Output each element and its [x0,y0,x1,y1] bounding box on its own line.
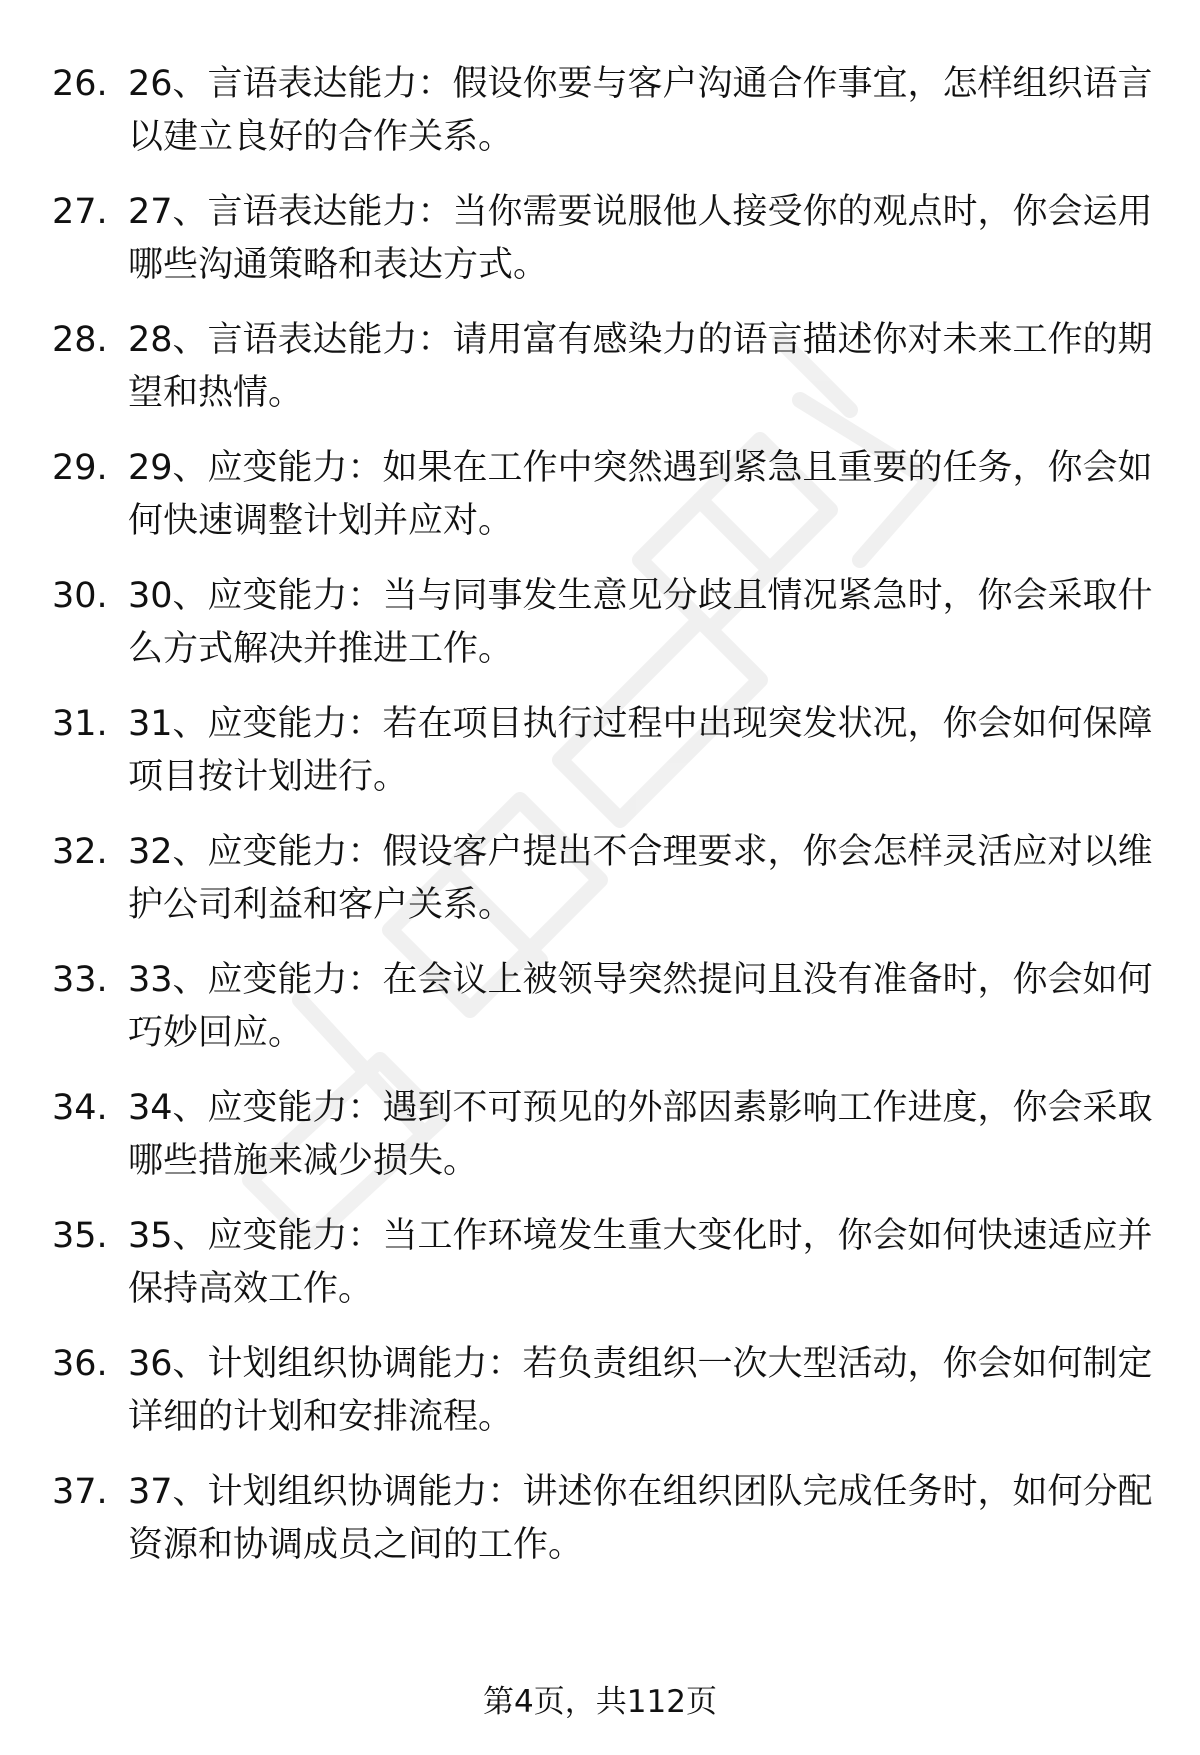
page-footer: 第4页，共112页 [483,1684,717,1720]
item-number: 36. [52,1344,108,1384]
list-item [52,1210,1162,1316]
item-number: 32. [52,832,108,872]
item-number: 28. [52,320,108,360]
list-item [52,314,1162,420]
list-item [52,698,1162,804]
item-text: 30、应变能力：当与同事发生意见分歧且情况紧急时，你会采取什么方式解决并推进工作。 [128,576,1153,669]
item-text: 31、应变能力：若在项目执行过程中出现突发状况，你会如何保障项目按计划进行。 [128,704,1153,797]
item-text: 35、应变能力：当工作环境发生重大变化时，你会如何快速适应并保持高效工作。 [128,1216,1153,1309]
item-number: 29. [52,448,108,488]
list-item [52,826,1162,932]
list-item [52,442,1162,548]
list-item [52,1082,1162,1188]
item-text: 37、计划组织协调能力：讲述你在组织团队完成任务时，如何分配资源和协调成员之间的工作。 [128,1472,1153,1565]
item-text: 34、应变能力：遇到不可预见的外部因素影响工作进度，你会采取哪些措施来减少损失。 [128,1088,1153,1181]
item-text: 29、应变能力：如果在工作中突然遇到紧急且重要的任务，你会如何快速调整计划并应对。 [128,448,1153,541]
list-item [52,186,1162,292]
item-text: 27、言语表达能力：当你需要说服他人接受你的观点时，你会运用哪些沟通策略和表达方式。 [128,192,1153,285]
item-text: 33、应变能力：在会议上被领导突然提问且没有准备时，你会如何巧妙回应。 [128,960,1153,1053]
item-number: 37. [52,1472,108,1512]
item-number: 27. [52,192,108,232]
item-number: 34. [52,1088,108,1128]
item-text: 26、言语表达能力：假设你要与客户沟通合作事宜，怎样组织语言以建立良好的合作关系。 [128,64,1153,157]
list-item [52,954,1162,1060]
item-number: 33. [52,960,108,1000]
item-number: 31. [52,704,108,744]
list-item [52,58,1162,164]
question-list [52,58,1162,1594]
item-number: 26. [52,64,108,104]
item-text: 32、应变能力：假设客户提出不合理要求，你会怎样灵活应对以维护公司利益和客户关系。 [128,832,1153,925]
item-text: 36、计划组织协调能力：若负责组织一次大型活动，你会如何制定详细的计划和安排流程。 [128,1344,1153,1437]
list-item [52,570,1162,676]
list-item [52,1466,1162,1572]
item-text: 28、言语表达能力：请用富有感染力的语言描述你对未来工作的期望和热情。 [128,320,1153,413]
item-number: 30. [52,576,108,616]
list-item [52,1338,1162,1444]
item-number: 35. [52,1216,108,1256]
